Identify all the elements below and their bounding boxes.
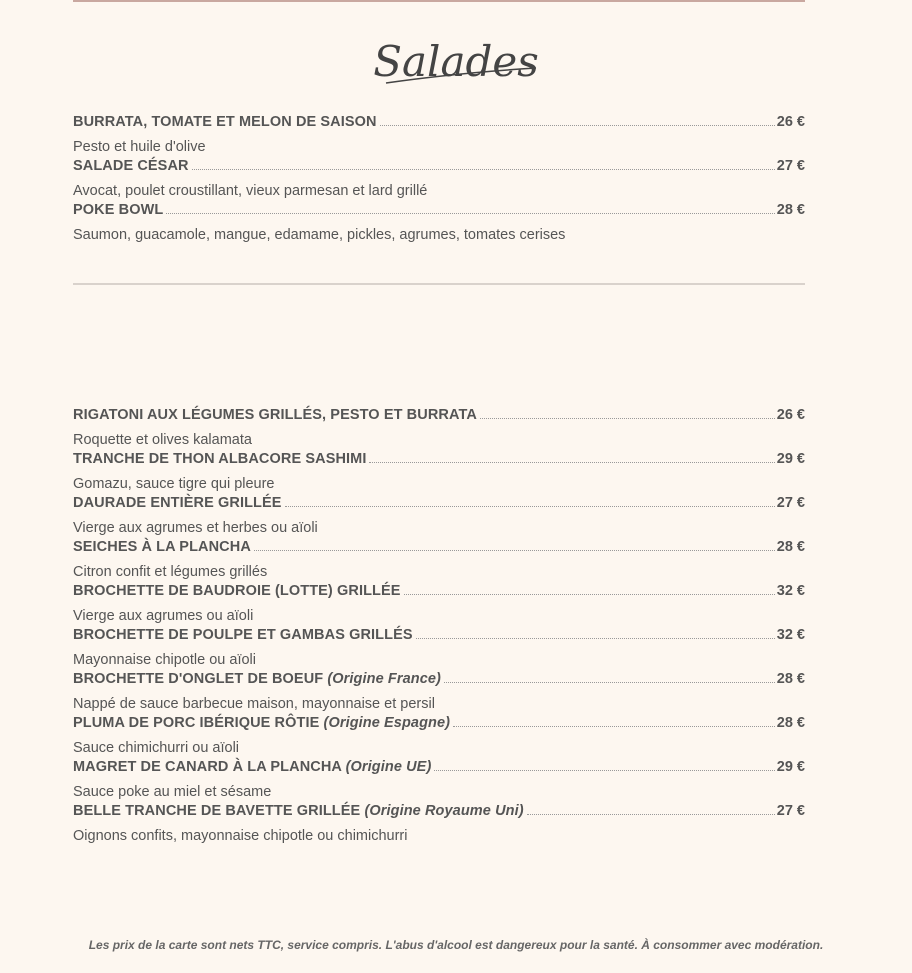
menu-item-description: Citron confit et légumes grillés [73,564,268,580]
menu-item [73,803,805,847]
menu-item-line [73,158,805,180]
section-divider [73,283,805,285]
dot-leader [285,505,775,507]
menu-item-name-text: BROCHETTE DE BAUDROIE (LOTTE) GRILLÉE [73,583,401,599]
menu-item-line [73,803,805,825]
top-divider [73,0,805,2]
menu-item-name-text: BROCHETTE DE POULPE ET GAMBAS GRILLÉS [73,627,413,643]
menu-item-name-text: SEICHES À LA PLANCHA [73,539,251,555]
menu-item [73,158,805,202]
menu-item-price: 28 € [776,715,805,731]
dot-leader [404,593,775,595]
dot-leader [453,725,775,727]
section-title-salades [0,28,912,98]
menu-item-name-text: BURRATA, TOMATE ET MELON DE SAISON [73,114,377,130]
dot-leader [166,212,774,214]
menu-item-name [73,583,401,599]
menu-item [73,627,805,671]
menu-item-name-text: RIGATONI AUX LÉGUMES GRILLÉS, PESTO ET BURRATA [73,407,477,423]
menu-item-name-text: BELLE TRANCHE DE BAVETTE GRILLÉE [73,803,361,819]
menu-item-name [73,803,524,819]
menu-item-origin: (Origine Espagne) [323,715,451,731]
menu-item-name [73,114,377,130]
dot-leader [527,813,775,815]
menu-item-description: Oignons confits, mayonnaise chipotle ou chimichurri [73,828,408,844]
menu-item-line [73,759,805,781]
dot-leader [444,681,775,683]
menu-item-name [73,451,366,467]
menu-item-name-text: TRANCHE DE THON ALBACORE SASHIMI [73,451,367,467]
menu-item-line [73,202,805,224]
menu-item-name [73,671,441,687]
menu-item-name [73,627,413,643]
menu-item-price: 27 € [776,495,805,511]
menu-item [73,495,805,539]
menu-item-line [73,451,805,473]
menu-item-line [73,114,805,136]
menu-item-name-text: DAURADE ENTIÈRE GRILLÉE [73,495,282,511]
menu-item-line [73,495,805,517]
menu-item-origin: (Origine UE) [345,759,432,775]
menu-item-name-text: MAGRET DE CANARD À LA PLANCHA [73,759,342,775]
menu-item-line [73,583,805,605]
mains-list [73,407,805,847]
menu-item [73,539,805,583]
menu-item-name [73,158,189,174]
menu-item-description: Sauce poke au miel et sésame [73,784,272,800]
menu-item-origin: (Origine France) [327,671,441,687]
menu-item-description: Vierge aux agrumes et herbes ou aïoli [73,520,318,536]
menu-item [73,407,805,451]
menu-item-price: 29 € [776,759,805,775]
dot-leader [192,168,775,170]
menu-item-name-text: POKE BOWL [73,202,164,218]
menu-item-description: Mayonnaise chipotle ou aïoli [73,652,256,668]
salades-title-text: Salades [373,37,539,86]
menu-item-line [73,407,805,429]
menu-item-description: Roquette et olives kalamata [73,432,252,448]
salad-list [73,114,805,246]
dot-leader [480,417,775,419]
menu-item [73,114,805,158]
menu-item-price: 28 € [776,539,805,555]
menu-item-name [73,495,282,511]
menu-item-price: 26 € [776,114,805,130]
menu-item-price: 27 € [776,803,805,819]
menu-item-name [73,539,251,555]
menu-item-origin: (Origine Royaume Uni) [364,803,524,819]
footer-note: Les prix de la carte sont nets TTC, service compris. L'abus d'alcool est dangereux pour la santé. À consommer avec modération. [88,938,824,952]
menu-item [73,451,805,495]
dot-leader [369,461,774,463]
menu-item-description: Sauce chimichurri ou aïoli [73,740,240,756]
dot-leader [254,549,775,551]
menu-item [73,671,805,715]
menu-item-name [73,407,477,423]
menu-item-name [73,715,450,731]
menu-item-description: Vierge aux agrumes ou aïoli [73,608,254,624]
menu-item-price: 28 € [776,671,805,687]
menu-item-name [73,202,163,218]
menu-item-description: Pesto et huile d'olive [73,139,206,155]
dot-leader [380,124,775,126]
menu-item-price: 28 € [776,202,805,218]
menu-item-line [73,627,805,649]
menu-item-name [73,759,431,775]
menu-item-price: 27 € [776,158,805,174]
menu-item-name-text: BROCHETTE D'ONGLET DE BOEUF [73,671,324,687]
dot-leader [416,637,775,639]
menu-item-line [73,715,805,737]
menu-item [73,202,805,246]
menu-item-price: 26 € [776,407,805,423]
menu-item-description: Avocat, poulet croustillant, vieux parmesan et lard grillé [73,183,428,199]
menu-item [73,583,805,627]
menu-item-price: 29 € [776,451,805,467]
salades-script-title [356,28,556,98]
menu-item-price: 32 € [776,583,805,599]
menu-item [73,715,805,759]
dot-leader [434,769,774,771]
menu-item-price: 32 € [776,627,805,643]
menu-item-name-text: PLUMA DE PORC IBÉRIQUE RÔTIE [73,715,320,731]
menu-item-description: Gomazu, sauce tigre qui pleure [73,476,275,492]
menu-item-line [73,671,805,693]
menu-item [73,759,805,803]
menu-item-description: Nappé de sauce barbecue maison, mayonnaise et persil [73,696,435,712]
menu-item-description: Saumon, guacamole, mangue, edamame, pickles, agrumes, tomates cerises [73,227,566,243]
menu-item-line [73,539,805,561]
menu-item-name-text: SALADE CÉSAR [73,158,189,174]
